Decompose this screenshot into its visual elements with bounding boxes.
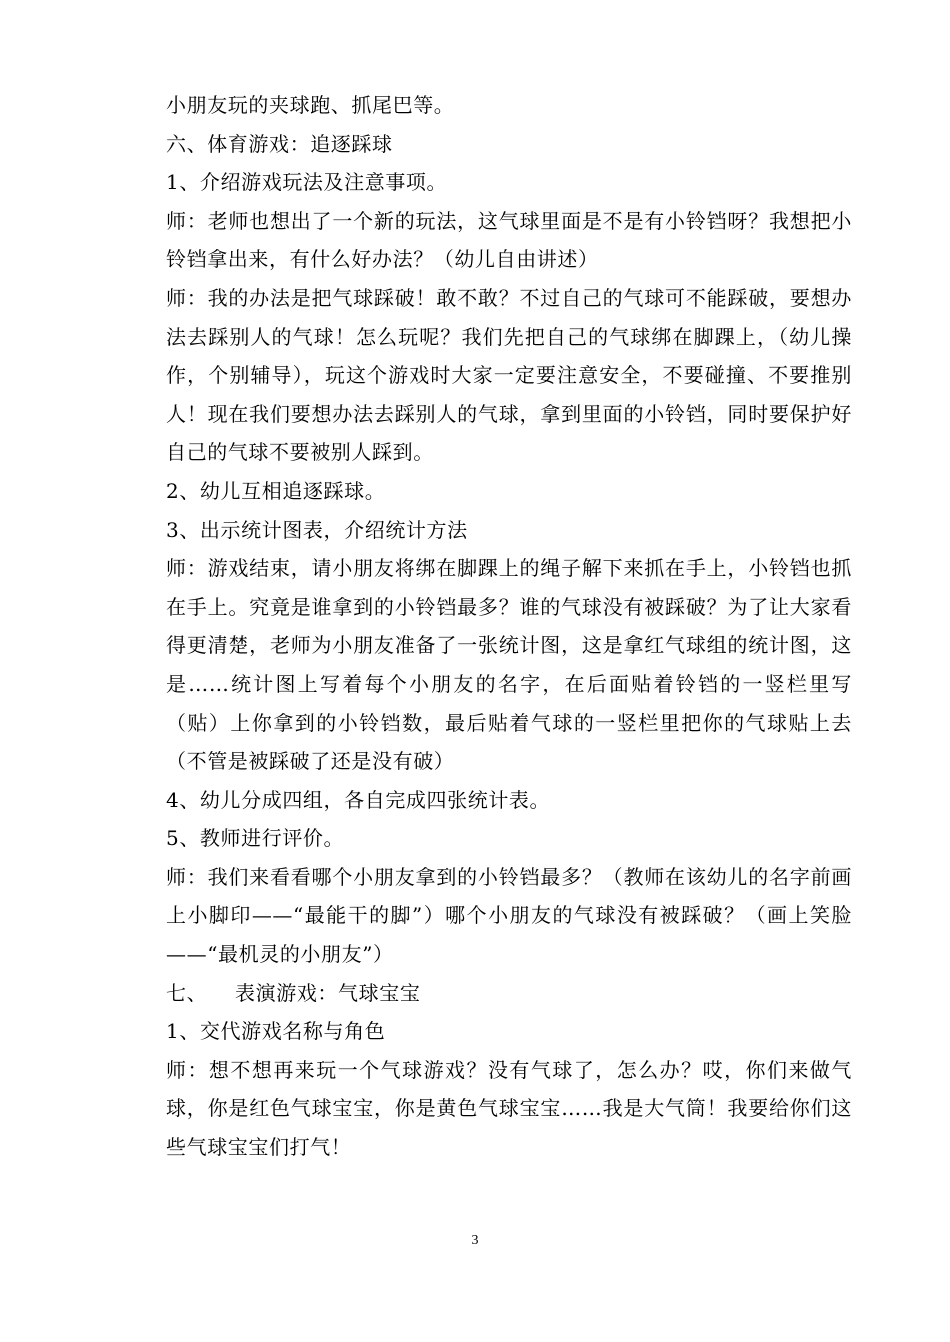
step-heading: 1、介绍游戏玩法及注意事项。: [166, 170, 448, 195]
paragraph: 师：老师也想出了一个新的玩法，这气球里面是不是有小铃铛呀？我想把小铃铛拿出来，有什么好办法？（幼儿自由讲述）: [166, 208, 852, 272]
paragraph: 师：想不想再来玩一个气球游戏？没有气球了，怎么办？哎，你们来做气球，你是红色气球宝宝，你是黄色气球宝宝……我是大气筒！我要给你们这些气球宝宝们打气！: [166, 1057, 852, 1160]
step-heading: 3、出示统计图表，介绍统计方法: [166, 517, 468, 542]
paragraph: 师：我们来看看哪个小朋友拿到的小铃铛最多？（教师在该幼儿的名字前画上小脚印——“最能干的脚”）哪个小朋友的气球没有被踩破？（画上笑脸——“最机灵的小朋友”）: [166, 864, 852, 967]
step-heading: 5、教师进行评价。: [166, 826, 345, 851]
document-body: [166, 86, 852, 1167]
step-heading: 4、幼儿分成四组，各自完成四张统计表。: [166, 787, 551, 812]
step-heading: 1、交代游戏名称与角色: [166, 1019, 386, 1044]
paragraph: 小朋友玩的夹球跑、抓尾巴等。: [166, 93, 455, 117]
paragraph: 师：我的办法是把气球踩破！敢不敢？不过自己的气球可不能踩破，要想办法去踩别人的气球！怎么玩呢？我们先把自己的气球绑在脚踝上，（幼儿操作，个别辅导），玩这个游戏时大家一定要注意安全，不要碰撞、不要推别人！现在我们要想办法去踩别人的气球，拿到里面的小铃铛，同时要保护好自己的气球不要被别人踩到。: [166, 285, 852, 465]
section-heading: 七、 表演游戏：气球宝宝: [166, 980, 421, 1005]
section-heading: 六、体育游戏：追逐踩球: [166, 131, 393, 156]
step-heading: 2、幼儿互相追逐踩球。: [166, 478, 386, 503]
paragraph: 师：游戏结束，请小朋友将绑在脚踝上的绳子解下来抓在手上，小铃铛也抓在手上。究竟是谁拿到的小铃铛最多？谁的气球没有被踩破？为了让大家看得更清楚，老师为小朋友准备了一张统计图，这是拿红气球组的统计图，这是……统计图上写着每个小朋友的名字，在后面贴着铃铛的一竖栏里写（贴）上你拿到的小铃铛数，最后贴着气球的一竖栏里把你的气球贴上去（不管是被踩破了还是没有破）: [166, 556, 852, 774]
page-number: 3: [471, 1233, 479, 1248]
